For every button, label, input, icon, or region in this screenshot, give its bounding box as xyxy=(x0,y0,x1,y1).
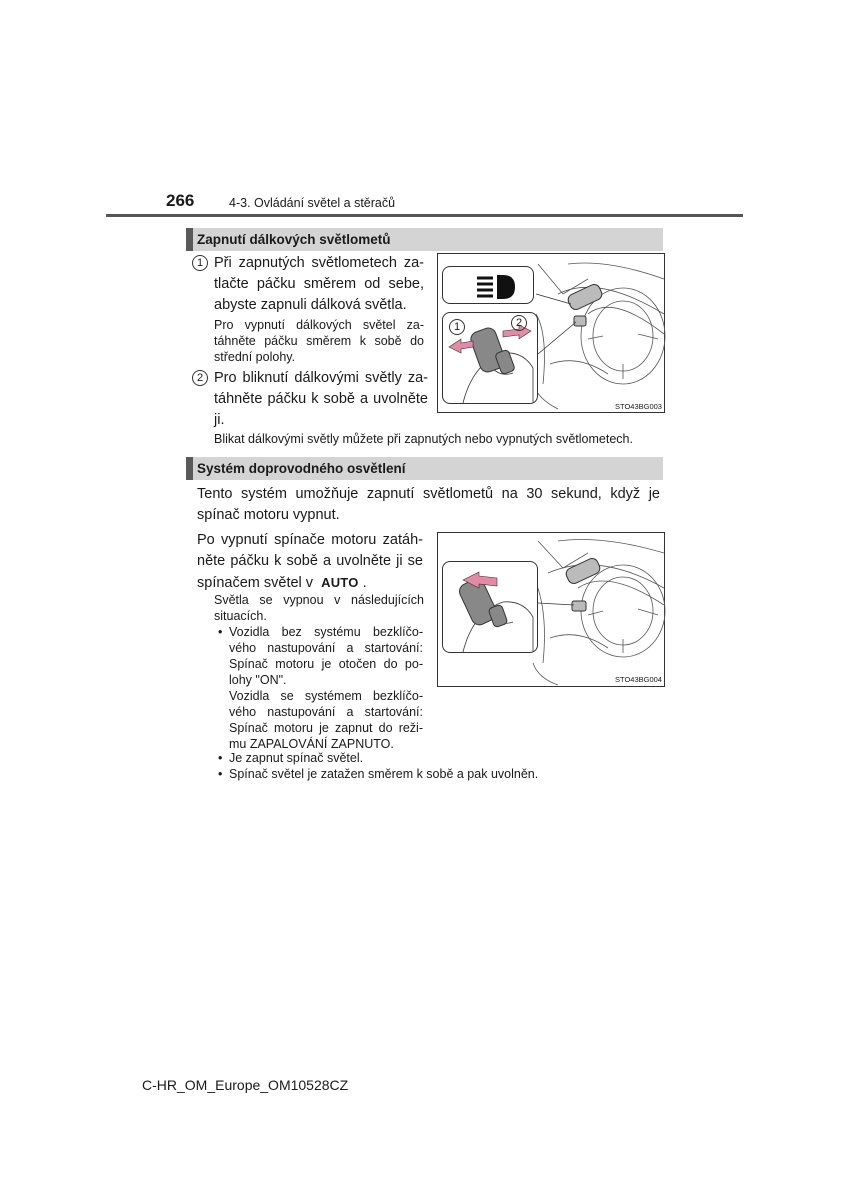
chapter-section-title: 4-3. Ovládání světel a stěračů xyxy=(229,196,396,210)
note-line: střední polohy. xyxy=(214,350,296,364)
bullet-mark: • xyxy=(218,751,223,765)
page-number: 266 xyxy=(166,191,195,210)
lever-inset xyxy=(442,561,538,653)
section-heading-follow-me-home xyxy=(186,457,663,480)
lever-inset xyxy=(442,312,538,404)
step1-line: Při zapnutých světlometech za- xyxy=(214,255,424,271)
bullet-line: Vozidla bez systému bezklíčo- xyxy=(229,625,423,639)
header-rule xyxy=(106,214,743,217)
bullet-mark: • xyxy=(218,625,223,639)
step2-line: Pro bliknutí dálkovými světly za- xyxy=(214,370,428,386)
auto-position-badge: AUTO xyxy=(321,575,359,590)
off-intro-line: Světla se vypnou v následujících xyxy=(214,593,424,607)
high-beam-icon xyxy=(443,267,535,305)
step2-line: táhněte páčku k sobě a uvolněte xyxy=(214,391,428,407)
para-line: spínačem světel v xyxy=(197,575,314,591)
bullet2-text: Je zapnut spínač světel. xyxy=(229,751,364,765)
bullet-line: lohy "ON". xyxy=(229,673,287,687)
document-id: C-HR_OM_Europe_OM10528CZ xyxy=(142,1077,349,1093)
note-line: Pro vypnutí dálkových světel za- xyxy=(214,318,424,332)
step1-line: tlačte páčku směrem od sebe, xyxy=(214,276,424,292)
bullet-mark: • xyxy=(218,767,223,781)
bullet-line: vého nastupování a startování: xyxy=(229,705,423,719)
intro-line: Tento systém umožňuje zapnutí světlometů na 30 sekund, když je xyxy=(197,486,660,502)
indicator-inset xyxy=(442,266,534,304)
step-number-1: 1 xyxy=(192,255,208,271)
step-number-2: 2 xyxy=(192,370,208,386)
section-heading-text: Zapnutí dálkových světlometů xyxy=(197,232,391,247)
step2-line: ji. xyxy=(214,412,225,428)
section-heading-text: Systém doprovodného osvětlení xyxy=(197,461,406,476)
section-heading-marker xyxy=(186,228,193,251)
activation-paragraph xyxy=(197,530,423,594)
section-heading-marker xyxy=(186,457,193,480)
figure-label: STO43BG003 xyxy=(615,402,662,411)
para-line: něte páčku k sobě a uvolněte ji se xyxy=(197,553,423,569)
figure-label: STO43BG004 xyxy=(615,675,662,684)
step1-line: abyste zapnuli dálková světla. xyxy=(214,297,407,313)
note-line: táhněte páčku směrem k sobě do xyxy=(214,334,424,348)
step1-note xyxy=(214,317,424,365)
bullet1-text xyxy=(229,624,423,752)
para-line: Po vypnutí spínače motoru zatáh- xyxy=(197,532,423,548)
off-conditions-intro xyxy=(214,592,424,624)
follow-me-home-figure xyxy=(437,532,665,687)
section-heading-high-beam xyxy=(186,228,663,251)
bullet3-text: Spínač světel je zatažen směrem k sobě a pak uvolněn. xyxy=(229,767,539,781)
lever-hand-illustration xyxy=(443,562,539,654)
off-intro-line: situacích. xyxy=(214,609,267,623)
bullet-line: Spínač motoru je otočen do po- xyxy=(229,657,423,671)
bullet-line: Vozidla se systémem bezklíčo- xyxy=(229,689,423,703)
intro-line: spínač motoru vypnut. xyxy=(197,507,340,523)
para-line-auto xyxy=(197,572,423,594)
bullet-line: Spínač motoru je zapnut do reži- xyxy=(229,721,423,735)
flash-note: Blikat dálkovými světly můžete při zapnutých nebo vypnutých světlometech. xyxy=(214,432,633,446)
step2-text xyxy=(214,368,428,431)
figure-callout-1: 1 xyxy=(449,319,465,335)
bullet-line: mu ZAPALOVÁNÍ ZAPNUTO. xyxy=(229,737,394,751)
figure-callout-2: 2 xyxy=(511,315,527,331)
para-end: . xyxy=(362,575,367,591)
step1-text xyxy=(214,253,424,316)
high-beam-figure xyxy=(437,253,665,413)
system-intro xyxy=(197,484,660,526)
bullet-line: vého nastupování a startování: xyxy=(229,641,423,655)
